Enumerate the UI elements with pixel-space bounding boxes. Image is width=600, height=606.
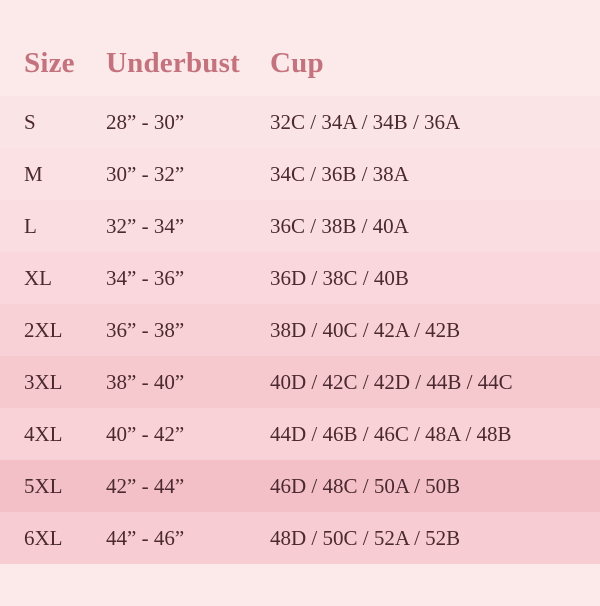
cell-underbust: 40” - 42”: [106, 421, 185, 446]
cell-size: 5XL: [24, 473, 63, 498]
cell-cup: 36C / 38B / 40A: [270, 213, 409, 238]
table-header-row: [0, 0, 600, 96]
cell-underbust: 36” - 38”: [106, 317, 185, 342]
table-row: [0, 460, 600, 512]
cell-size: 3XL: [24, 369, 63, 394]
column-header-cup: Cup: [270, 47, 324, 79]
cell-underbust: 30” - 32”: [106, 161, 185, 186]
cell-size: 2XL: [24, 317, 63, 342]
table-row: [0, 512, 600, 564]
table-row: [0, 252, 600, 304]
cell-cup: 46D / 48C / 50A / 50B: [270, 473, 461, 498]
cell-size: L: [24, 213, 37, 238]
cell-cup: 34C / 36B / 38A: [270, 161, 409, 186]
cell-cup: 36D / 38C / 40B: [270, 265, 409, 290]
table-body: [0, 96, 600, 564]
cell-underbust: 28” - 30”: [106, 109, 185, 134]
cell-underbust: 34” - 36”: [106, 265, 185, 290]
cell-underbust: 32” - 34”: [106, 213, 185, 238]
table-row: [0, 96, 600, 148]
table-row: [0, 356, 600, 408]
cell-cup: 32C / 34A / 34B / 36A: [270, 109, 461, 134]
cell-cup: 40D / 42C / 42D / 44B / 44C: [270, 369, 513, 394]
cell-cup: 38D / 40C / 42A / 42B: [270, 317, 461, 342]
cell-underbust: 44” - 46”: [106, 525, 185, 550]
cell-size: XL: [24, 265, 52, 290]
cell-size: 4XL: [24, 421, 63, 446]
table-row: [0, 304, 600, 356]
column-header-size: Size: [24, 47, 75, 79]
cell-underbust: 42” - 44”: [106, 473, 185, 498]
cell-cup: 48D / 50C / 52A / 52B: [270, 525, 461, 550]
cell-size: 6XL: [24, 525, 63, 550]
table-row: [0, 200, 600, 252]
cell-underbust: 38” - 40”: [106, 369, 185, 394]
cell-size: S: [24, 109, 36, 134]
table-row: [0, 408, 600, 460]
cell-size: M: [24, 161, 43, 186]
table-row: [0, 148, 600, 200]
cell-cup: 44D / 46B / 46C / 48A / 48B: [270, 421, 512, 446]
column-header-underbust: Underbust: [106, 47, 240, 79]
